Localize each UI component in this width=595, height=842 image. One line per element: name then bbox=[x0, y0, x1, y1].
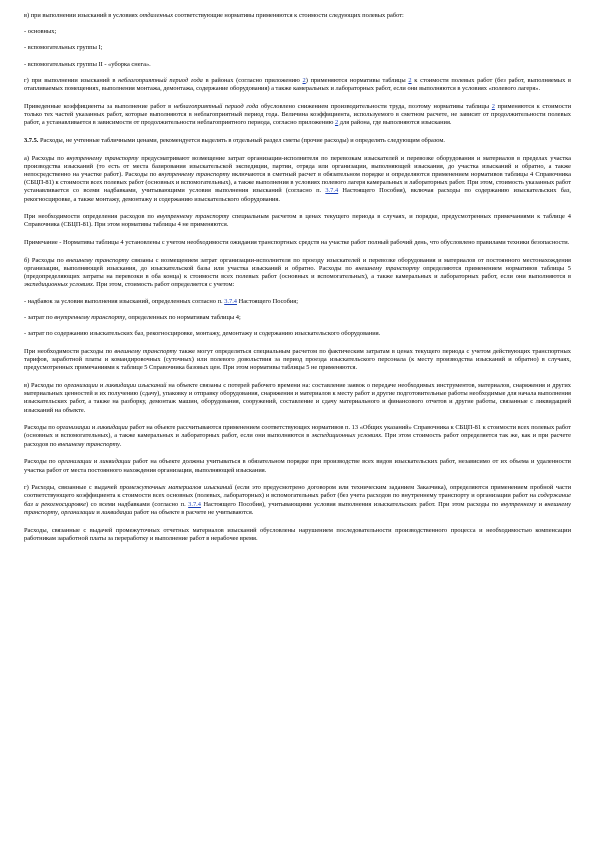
section-link[interactable]: 3.7.4 bbox=[188, 500, 201, 508]
section-link[interactable]: 3.7.4 bbox=[325, 187, 339, 195]
paragraph: Расходы по организации и ликвидации работ на объекте рассчитываются применением соответствующих нормативов п. 13 «Общих указаний» Справочника к СБЦП-81 к стоимости всех полевых работ (основных и вспомогательных), а также камеральных и лабораторных работ, если они выполняются в экспедиционных условиях. При этом стоимость работ определяется так же, как и при расчете расходов по внешнему транспорту. bbox=[24, 424, 571, 448]
paragraph: г) Расходы, связанные с выдачей промежуточных материалов изысканий (если это предусмотрено договором или техническим заданием Заказчика), определяются применением пробной части соответствующего коэффициента к стоимости всех основных (полевых, лабораторных) и вспомогательных работ (без учета расходов по внутреннему транспорту и организации работ на содержание баз и рекогносцировке) со всеми надбавками (согласно п. 3.7.4 Настоящего Пособия), учитывающими условия выполнения изыскательских работ. При этом расходы по внутреннему и внешнему транспорту, организации и ликвидации работ на объекте в расчете не учитываются. bbox=[24, 484, 571, 516]
paragraph: Приведенные коэффициенты за выполнение работ в неблагоприятный период года обусловлено снижением производительности труда, поэтому нормативы таблицы 2 применяются к стоимости только тех частей указанных работ, которые выполняются в неблагоприятный период года. Величина коэффициента, используемого в сметном расчете, не зависит от продолжительности полевых работ, а устанавливается в зависимости от продолжительности неблагоприятного периода, согласно приложению 2 для района, где выполняются изыскания. bbox=[24, 102, 571, 127]
paragraph: Расходы, связанные с выдачей промежуточных отчетных материалов изысканий обусловлены нарушением последовательности производственного процесса и необходимостью компенсации работникам заработной платы за переработку и выполнение работ в нерабочее время. bbox=[24, 526, 571, 542]
section-link[interactable]: 2 bbox=[335, 119, 339, 127]
paragraph: 3.7.5. Расходы, не учтенные табличными ценами, рекомендуется выделять в отдельный раздел сметы (прочие расходы) и определять следующим образом. bbox=[24, 136, 446, 144]
paragraph: При необходимости расходы по внешнему транспорту также могут определяться специальным расчетом по фактическим затратам в ценах текущего периода с учетом действующих транспортных тарифов, заработной платы и командировочных (суточных) или полевого довольствия за период проезда изыскательского персонала (к месту производства изысканий и обратно) в случаях, предусмотренных примечаниями к таблице 5 Справочника базовых цен. При этом нормативы таблицы 5 не применяются. bbox=[24, 347, 571, 372]
paragraph: - вспомогательных группы II - «уборка снега». bbox=[24, 60, 151, 68]
paragraph: При необходимости определения расходов по внутреннему транспорту специальным расчетом в ценах текущего периода в случаях, и порядке, предусмотренных примечаниями к таблице 4 Справочника (СБЦП-81). При этом нормативы таблицы 4 не применяются. bbox=[24, 213, 571, 229]
section-link[interactable]: 2 bbox=[491, 102, 495, 110]
paragraph: - вспомогательных группы I; bbox=[24, 44, 103, 52]
paragraph: г) при выполнении изысканий в неблагоприятный период года в районах (согласно приложению 2) применяются нормативы таблицы 2 к стоимости полевых работ (без работ, выполняемых в отапливаемых помещениях, выполнения монтажа, демонтажа, содержание оборудования) а также камеральных и лабораторных работ, если они выполняются в условиях «полевого лагеря». bbox=[24, 76, 571, 93]
paragraph: в) Расходы по организации и ликвидации изысканий на объекте связаны с потерей рабочего времени на: составление заявок о передаче необходимых инструментов, материалов, снаряжения и других материальных ценностей и их получению (сдачу), упаковку и отправку оборудования, снаряжения и материалов к месту работ и другие подготовительные работы необходимые для начала выполнения изыскательских работ, а также на разборку, демонтаж машин, оборудования, сооружений, составление и сдачу материального и финансового отчетов и другие работы, связанные с ликвидацией изысканий на объекте. bbox=[24, 381, 571, 414]
paragraph: а) Расходы по внутреннему транспорту предусматривают возмещение затрат организации-исполнителя по перевозкам изыскателей и перевозке оборудования и материалов в пределах участка производства изысканий (то есть от места базирования изыскательской экспедиции, партии, отряда или организации, выполняющей изыскания, до участка изысканий и обратно, а также непосредственно на участке работ). Расходы по внутреннему транспорту включаются в сметный расчет в обязательном порядке и определяются применением нормативов таблицы 4 Справочника (СБЦП-81) к стоимости всех полевых работ (основных и вспомогательных), а также выполнения в условиях полевого лагеря камеральных и лабораторных работ. При этом, стоимость указанных работ устанавливается со всеми надбавками, учитывающими условия выполнения изысканий (согласно п. 3.7.4 Настоящего Пособия), включая расходы по содержанию изыскательских баз, рекогносцировке, а также монтажу, демонтажу и содержанию изыскательского оборудования. bbox=[24, 154, 572, 203]
paragraph: б) Расходы по внешнему транспорту связаны с возмещением затрат организации-исполнителя по проезду изыскателей и перевозке оборудования и материалов от постоянного местонахождения организации, выполняющей изыскания, до изыскательской базы или участка изысканий и обратно. Расходы по внешнему транспорту определяются применением нормативов таблицы 5 (предопределяющих затраты на перевозки в оба конца) к стоимости всех полевых работ (основных и вспомогательных), а также камеральных и лабораторных работ, если они выполняются в экспедиционных условиях. При этом, стоимость работ определяется с учетом: bbox=[24, 256, 571, 289]
paragraph: Примечание - Нормативы таблицы 4 установлены с учетом необходимости ожидания транспортных средств на участке работ полный рабочий день, что обусловлено правилами техники безопасности. bbox=[24, 239, 570, 247]
section-link[interactable]: 2 bbox=[302, 76, 306, 84]
paragraph: - затрат по внутреннему транспорту, определенных по нормативам таблицы 4; bbox=[24, 313, 241, 321]
paragraph: в) при выполнении изысканий в условиях отдаленных соответствующие нормативы применяются к стоимости следующих полевых работ: bbox=[24, 12, 404, 19]
paragraph: - затрат по содержанию изыскательских баз, рекогносцировке, монтажу, демонтажу и содержанию изыскательского оборудования. bbox=[24, 330, 381, 338]
section-link[interactable]: 3.7.4 bbox=[224, 297, 237, 305]
paragraph: - основных; bbox=[24, 28, 57, 36]
paragraph: - надбавок за условия выполнения изысканий, определенных согласно п. 3.7.4 Настоящего Пособия; bbox=[24, 297, 298, 305]
paragraph: Расходы по организации и ликвидации работ на объекте должны учитываться в обязательном порядке при производстве всех видов изыскательских работ, независимо от их объема и удаленности участка работ от места постоянного нахождения организации, выполняющей изыскания. bbox=[24, 458, 571, 474]
section-link[interactable]: 2 bbox=[408, 76, 412, 84]
